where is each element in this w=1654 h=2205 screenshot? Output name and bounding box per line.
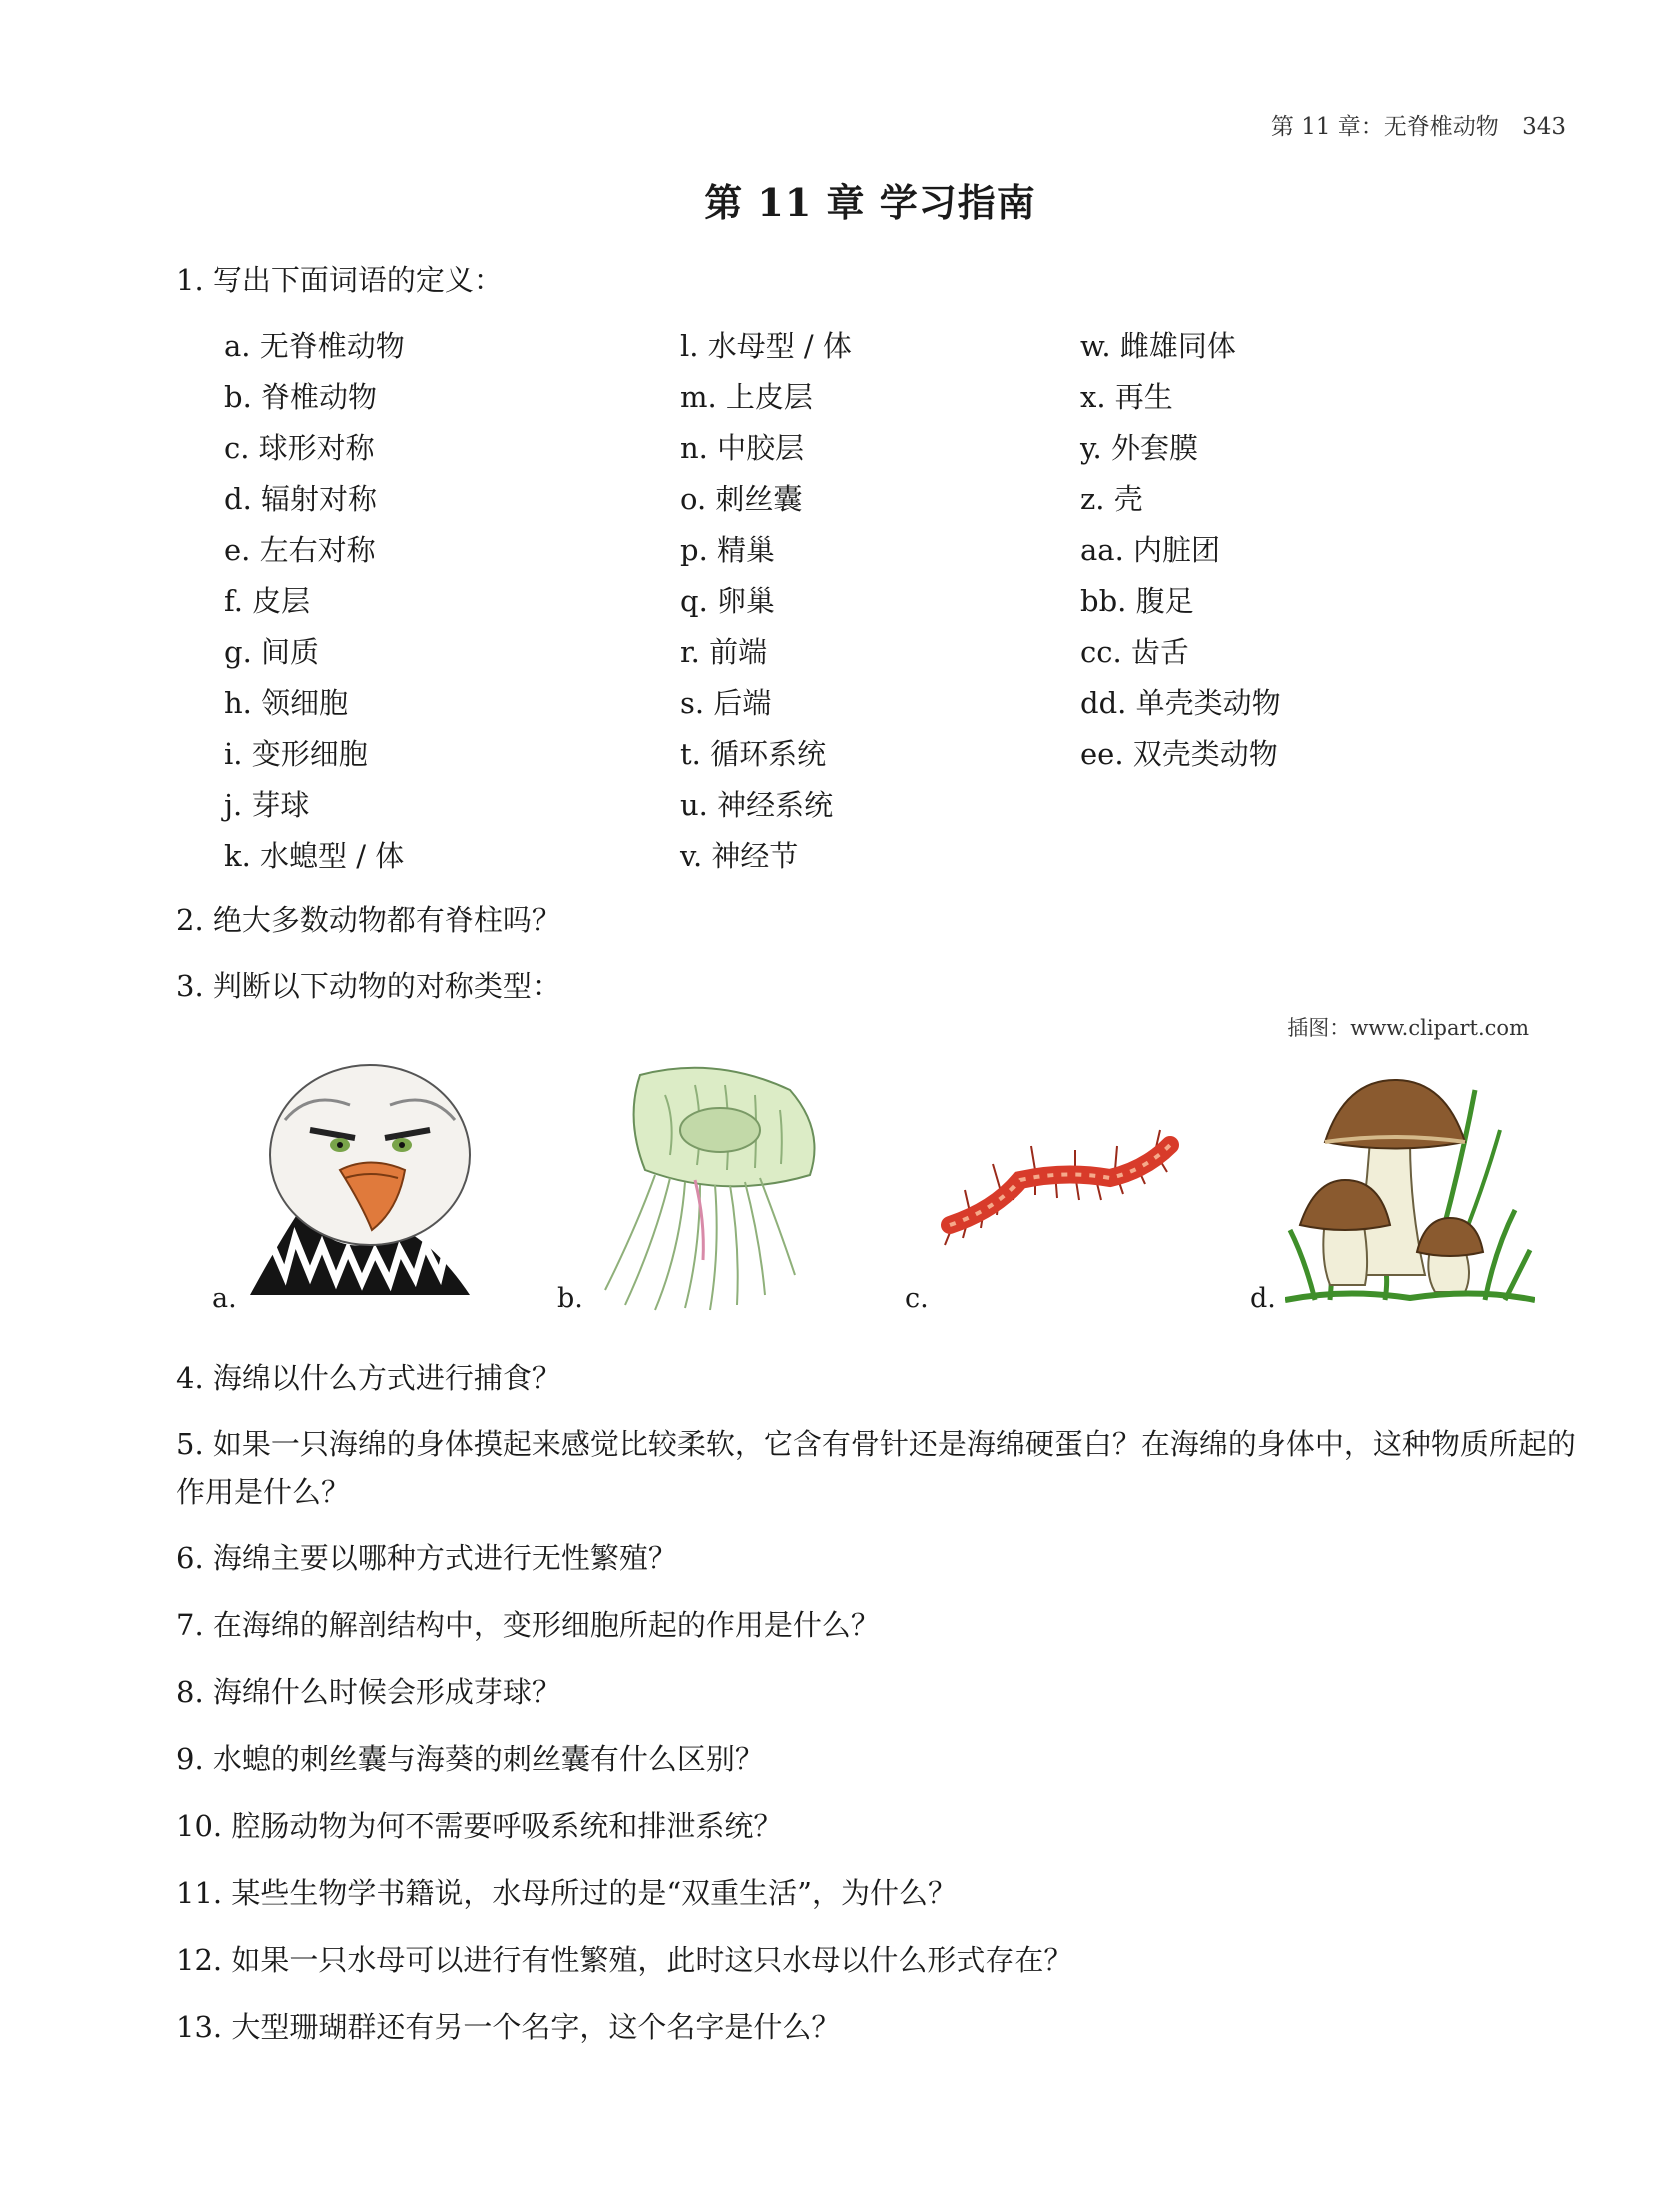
term-item: x. 再生 bbox=[1080, 380, 1173, 414]
question-13: 13. 大型珊瑚群还有另一个名字，这个名字是什么？ bbox=[176, 2010, 841, 2044]
term-item: i. 变形细胞 bbox=[224, 737, 368, 771]
chapter-heading: 第 11 章：无脊椎动物 bbox=[1270, 114, 1499, 140]
centipede-icon bbox=[935, 1120, 1185, 1260]
term-item: n. 中胶层 bbox=[680, 431, 805, 465]
term-item: p. 精巢 bbox=[680, 533, 776, 567]
image-credit: 插图：www.clipart.com bbox=[1287, 1016, 1529, 1040]
question-3: 3. 判断以下动物的对称类型： bbox=[176, 969, 561, 1003]
question-7: 7. 在海绵的解剖结构中，变形细胞所起的作用是什么？ bbox=[176, 1608, 880, 1642]
illustration-label: a. bbox=[212, 1283, 237, 1314]
question-2: 2. 绝大多数动物都有脊柱吗？ bbox=[176, 903, 561, 937]
term-item: bb. 腹足 bbox=[1080, 584, 1194, 618]
question-9: 9. 水螅的刺丝囊与海葵的刺丝囊有什么区别？ bbox=[176, 1742, 764, 1776]
term-item: a. 无脊椎动物 bbox=[224, 329, 405, 363]
term-item: d. 辐射对称 bbox=[224, 482, 378, 516]
term-item: z. 壳 bbox=[1080, 482, 1143, 516]
term-item: ee. 双壳类动物 bbox=[1080, 737, 1278, 771]
term-item: h. 领细胞 bbox=[224, 686, 349, 720]
term-item: s. 后端 bbox=[680, 686, 772, 720]
question-8: 8. 海绵什么时候会形成芽球？ bbox=[176, 1675, 561, 1709]
eagle-icon bbox=[240, 1060, 500, 1310]
illustration-centipede bbox=[935, 1120, 1185, 1260]
term-column-3 bbox=[1080, 322, 1281, 781]
term-item: t. 循环系统 bbox=[680, 737, 827, 771]
question-1: 1. 写出下面词语的定义： bbox=[176, 263, 503, 297]
illustration-eagle bbox=[240, 1060, 500, 1310]
term-item: y. 外套膜 bbox=[1080, 431, 1198, 465]
term-item: f. 皮层 bbox=[224, 584, 311, 618]
term-item: m. 上皮层 bbox=[680, 380, 813, 414]
page-header bbox=[1271, 108, 1566, 141]
term-item: g. 间质 bbox=[224, 635, 320, 669]
illustration-mushroom bbox=[1285, 1060, 1535, 1310]
term-item: v. 神经节 bbox=[680, 839, 799, 873]
term-item: r. 前端 bbox=[680, 635, 768, 669]
question-10: 10. 腔肠动物为何不需要呼吸系统和排泄系统？ bbox=[176, 1809, 783, 1843]
illustration-label: c. bbox=[905, 1283, 929, 1314]
term-item: u. 神经系统 bbox=[680, 788, 834, 822]
term-item: o. 刺丝囊 bbox=[680, 482, 803, 516]
term-item: b. 脊椎动物 bbox=[224, 380, 378, 414]
term-item: cc. 齿舌 bbox=[1080, 635, 1189, 669]
term-column-2 bbox=[680, 322, 852, 883]
mushroom-icon bbox=[1285, 1060, 1535, 1310]
term-item: dd. 单壳类动物 bbox=[1080, 686, 1281, 720]
question-12: 12. 如果一只水母可以进行有性繁殖，此时这只水母以什么形式存在？ bbox=[176, 1943, 1073, 1977]
page-title: 第 11 章 学习指南 bbox=[704, 180, 1036, 225]
term-item: j. 芽球 bbox=[224, 788, 310, 822]
term-item: aa. 内脏团 bbox=[1080, 533, 1221, 567]
question-6: 6. 海绵主要以哪种方式进行无性繁殖？ bbox=[176, 1541, 677, 1575]
term-item: k. 水螅型 / 体 bbox=[224, 839, 405, 873]
question-5: 5. 如果一只海绵的身体摸起来感觉比较柔软，它含有骨针还是海绵硬蛋白？在海绵的身体中，这种物质所起的作用是什么？ bbox=[176, 1427, 1576, 1509]
question-4: 4. 海绵以什么方式进行捕食？ bbox=[176, 1361, 561, 1395]
illustration-jellyfish bbox=[585, 1060, 840, 1315]
term-item: e. 左右对称 bbox=[224, 533, 376, 567]
term-item: l. 水母型 / 体 bbox=[680, 329, 852, 363]
jellyfish-icon bbox=[585, 1060, 840, 1315]
page-number: 343 bbox=[1522, 114, 1566, 140]
term-item: q. 卵巢 bbox=[680, 584, 776, 618]
illustration-label: b. bbox=[557, 1283, 583, 1314]
question-11: 11. 某些生物学书籍说，水母所过的是“双重生活”，为什么？ bbox=[176, 1876, 957, 1910]
term-item: w. 雌雄同体 bbox=[1080, 329, 1236, 363]
illustration-label: d. bbox=[1250, 1283, 1276, 1314]
term-item: c. 球形对称 bbox=[224, 431, 375, 465]
term-column-1 bbox=[224, 322, 405, 883]
